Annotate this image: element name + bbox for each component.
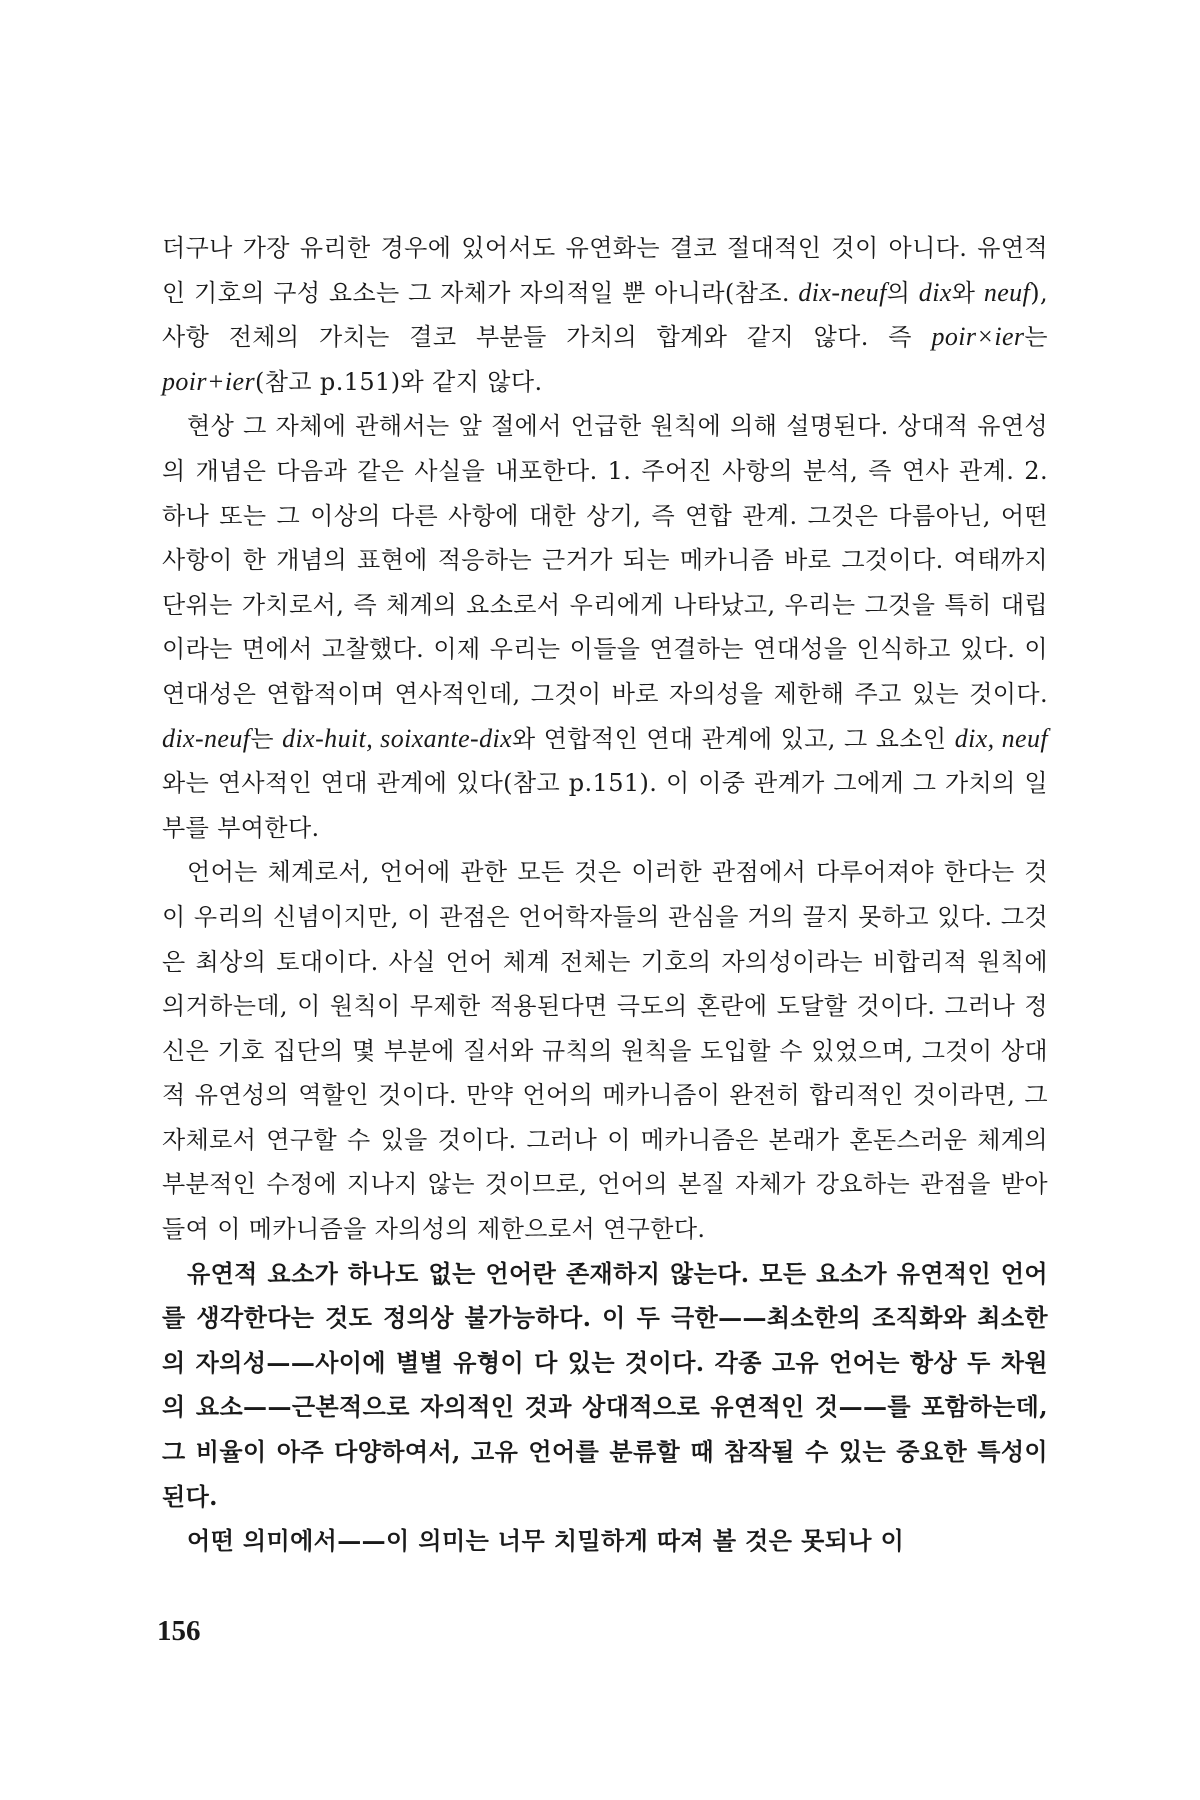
paragraph-2 (162, 404, 1048, 850)
text-run: 어떤 의미에서——이 의미는 너무 치밀하게 따져 볼 것은 못되나 이 (187, 1526, 905, 1556)
text-run: ), 사항 전체의 가치는 결코 부분들 가치의 합계와 같지 않다. 즉 (162, 278, 1048, 352)
text-run: 더구나 가장 유리한 경우에 있어서도 유연화는 결코 절대적인 것이 아니다. 유연적인 기호의 구성 요소는 그 자체가 자의적일 뿐 아니라(참조. (162, 234, 1048, 307)
paragraph-1 (162, 226, 1048, 404)
text-run: 는 (250, 724, 283, 753)
italic-term: dix (918, 277, 952, 307)
text-run: 의 (886, 278, 919, 307)
page-number: 156 (157, 1615, 201, 1647)
paragraph-4 (162, 1252, 1048, 1520)
text-run: 와 (951, 278, 984, 307)
page-body (162, 226, 1048, 1564)
paragraph-3 (162, 850, 1048, 1251)
text-run: 언어는 체계로서, 언어에 관한 모든 것은 이러한 관점에서 다루어져야 한다는 것이 우리의 신념이지만, 이 관점은 언어학자들의 관심을 거의 끌지 못하고 있다. 그것은 최상의 토대이다. 사실 언어 체계 전체는 기호의 자의성이라는 비합리적 원칙에 의거하는데, 이 원칙이 무제한 적용된다면 극도의 혼란에 도달할 것이다. 그러나 정신은 기호 집단의 몇 부분에 질서와 규칙의 원칙을 도입할 수 있었으며, 그것이 상대적 유연성의 역할인 것이다. 만약 언어의 메카니즘이 완전히 합리적인 것이라면, 그 자체로서 연구할 수 있을 것이다. 그러나 이 메카니즘은 본래가 혼돈스러운 체계의 부분적인 수정에 지나지 않는 것이므로, 언어의 본질 자체가 강요하는 관점을 받아들여 이 메카니즘을 자의성의 제한으로서 연구한다. (162, 858, 1048, 1244)
text-run: 유연적 요소가 하나도 없는 언어란 존재하지 않는다. 모든 요소가 유연적인 언어를 생각한다는 것도 정의상 불가능하다. 이 두 극한——최소한의 조직화와 최소한의 자의성——사이에 별별 유형이 다 있는 것이다. 각종 고유 언어는 항상 두 차원의 요소——근본적으로 자의적인 것과 상대적으로 유연적인 것——를 포함하는데, 그 비율이 아주 다양하여서, 고유 언어를 분류할 때 참작될 수 있는 중요한 특성이 된다. (162, 1258, 1048, 1511)
paragraph-5 (162, 1519, 1048, 1564)
text-run: 는 (1024, 323, 1048, 352)
italic-term: poir×ier (931, 322, 1025, 352)
italic-term: poir+ier (162, 366, 255, 396)
text-run: (참고 p.151)와 같지 않다. (254, 367, 543, 396)
italic-term: dix-huit, soixante-dix (282, 723, 513, 753)
text-run: 와는 연사적인 연대 관계에 있다(참고 p.151). 이 이중 관계가 그에게 그 가치의 일부를 부여한다. (162, 769, 1048, 842)
italic-term: dix-neuf (798, 277, 887, 307)
italic-term: neuf (983, 277, 1031, 307)
text-run: 와 연합적인 연대 관계에 있고, 그 요소인 (512, 724, 955, 753)
text-run: 현상 그 자체에 관해서는 앞 절에서 언급한 원칙에 의해 설명된다. 상대적 유연성의 개념은 다음과 같은 사실을 내포한다. 1. 주어진 사항의 분석, 즉 연사 관계. 2. 하나 또는 그 이상의 다른 사항에 대한 상기, 즉 연합 관계. 그것은 다름아닌, 어떤 사항이 한 개념의 표현에 적응하는 근거가 되는 메카니즘 바로 그것이다. 여태까지 단위는 가치로서, 즉 체계의 요소로서 우리에게 나타났고, 우리는 그것을 특히 대립이라는 면에서 고찰했다. 이제 우리는 이들을 연결하는 연대성을 인식하고 있다. 이 연대성은 연합적이며 연사적인데, 그것이 바로 자의성을 제한해 주고 있는 것이다. (162, 412, 1048, 708)
italic-term: dix, neuf (954, 723, 1048, 753)
italic-term: dix-neuf (162, 723, 251, 753)
